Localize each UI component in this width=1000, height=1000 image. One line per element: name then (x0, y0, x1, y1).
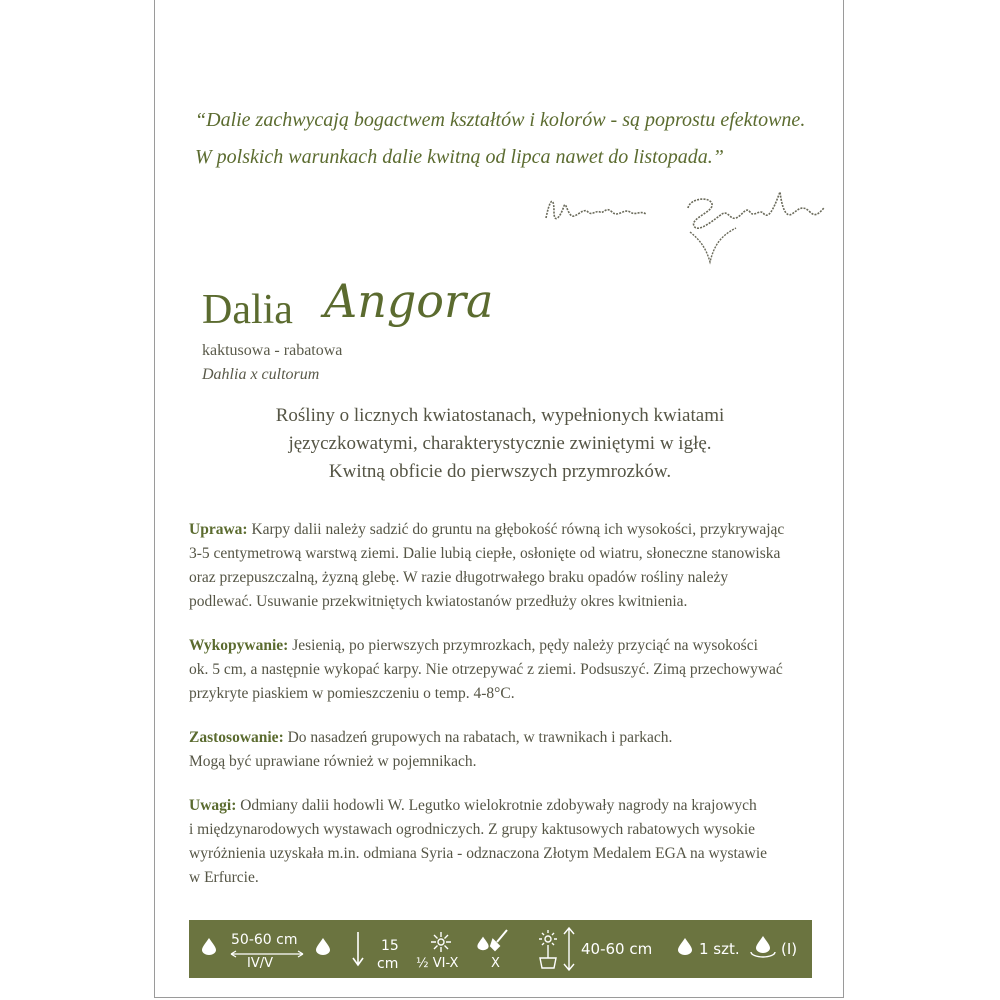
section-text: w Erfurcie. (189, 869, 259, 886)
quote-line-2: W polskich warunkach dalie kwitną od lipca nawet do listopada.” (195, 146, 724, 168)
intro-description (175, 402, 825, 486)
depth-unit: cm (377, 956, 399, 972)
planting-info-bar (189, 920, 812, 978)
section-text: Karpy dalii należy sadzić do gruntu na głębokość równą ich wysokości, przykrywając (247, 521, 785, 538)
section-wykopywanie (189, 634, 829, 706)
section-text: Jesienią, po pierwszych przymrozkach, pędy należy przyciąć na wysokości (288, 637, 758, 654)
section-text: ok. 5 cm, a następnie wykopać karpy. Nie otrzepywać z ziemi. Podsuszyć. Zimą przechowywać (189, 661, 783, 678)
spacing-value: 50-60 cm (231, 932, 298, 948)
section-zastosowanie (189, 726, 829, 774)
latin-name: Dahlia x cultorum (202, 366, 320, 383)
section-text: podlewać. Usuwanie przekwitniętych kwiatostanów przedłuży okres kwitnienia. (189, 593, 688, 610)
product-title (202, 262, 602, 342)
section-label: Uwagi: (189, 797, 237, 814)
section-text: Do nasadzeń grupowych na rabatach, w trawnikach i parkach. (283, 729, 673, 746)
section-text: Mogą być uprawiane również w pojemnikach. (189, 753, 477, 770)
intro-line: języczkowatymi, charakterystycznie zwiniętymi w igłę. (288, 433, 712, 454)
svg-text:Angora: Angora (324, 274, 494, 328)
section-label: Uprawa: (189, 521, 248, 538)
section-uwagi (189, 794, 829, 890)
section-text: oraz przepuszczalną, żyzną glebę. W razie długotrwałego braku opadów rośliny należy (189, 569, 729, 586)
cultivar-type: kaktusowa - rabatowa (202, 342, 343, 359)
quote-line-1: “Dalie zachwycają bogactwem kształtów i kolorów - są poprostu efektowne. (195, 109, 806, 131)
bulb-icon (199, 936, 219, 956)
section-label: Wykopywanie: (189, 637, 289, 654)
handwritten-signature (540, 178, 830, 268)
planting-time: IV/V (247, 956, 273, 971)
depth-value: 15 (381, 938, 399, 954)
bulb-grade-icon (749, 934, 777, 958)
seed-packet-card (154, 0, 844, 998)
section-text: 3-5 centymetrową warstwą ziemi. Dalie lubią ciepłe, osłonięte od wiatru, słoneczne stanowiska (189, 545, 781, 562)
section-label: Zastosowanie: (189, 729, 284, 746)
section-text: Odmiany dalii hodowli W. Legutko wielokrotnie zdobywały nagrody na krajowych (236, 797, 757, 814)
depth-arrow-icon (351, 930, 365, 968)
grade: (I) (781, 940, 798, 958)
shovel-icon (489, 928, 511, 952)
section-text: i międzynarodowych wystawach ogrodniczych. Z grupy kaktusowych rabatowych wysokie (189, 821, 756, 838)
variety-name-script (314, 262, 614, 342)
section-text: wyróżnienia uzyskała m.in. odmiana Syria - odznaczona Złotym Medalem EGA na wystawie (189, 845, 768, 862)
height-value: 40-60 cm (581, 940, 653, 958)
height-arrow-icon (563, 926, 575, 972)
flower-icon (429, 930, 453, 954)
dig-time: X (491, 956, 500, 971)
genus-name: Dalia (202, 287, 293, 333)
intro-line: Rośliny o licznych kwiatostanach, wypełnionych kwiatami (275, 405, 725, 426)
quote (195, 102, 835, 176)
quantity: 1 szt. (699, 940, 740, 958)
section-text: przykryte piaskiem w pomieszczeniu o temp. 4-8°C. (189, 685, 515, 702)
flower-pot-icon (535, 928, 561, 970)
bulb-icon (675, 936, 695, 956)
bulb-icon (313, 936, 333, 956)
bloom-time: ½ VI-X (416, 956, 459, 971)
section-uprawa (189, 518, 829, 614)
intro-line: Kwitną obficie do pierwszych przymrozków. (328, 461, 672, 482)
